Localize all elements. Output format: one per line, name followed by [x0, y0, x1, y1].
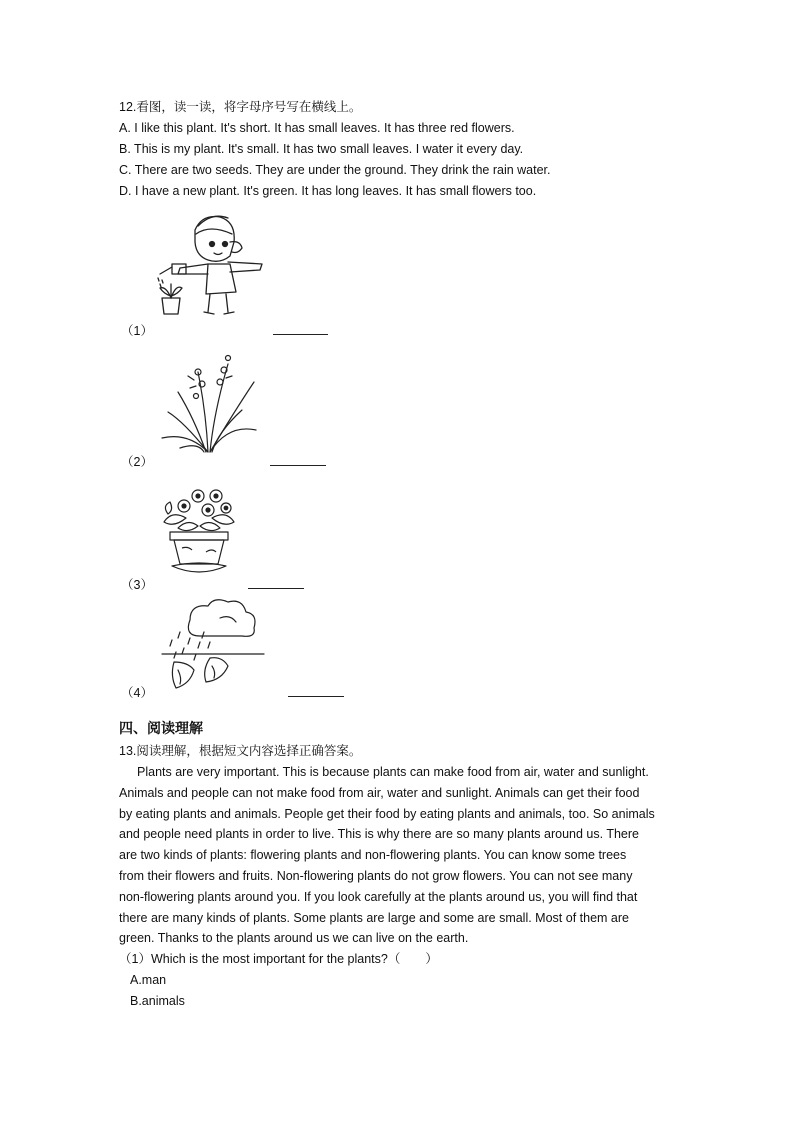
passage-line: from their flowers and fruits. Non-flowering plants do not grow flowers. You can not see many	[119, 868, 633, 883]
passage-line: are two kinds of plants: flowering plants and non-flowering plants. You can know some trees	[119, 848, 627, 863]
item-1-label: （1）	[121, 324, 153, 338]
section-title: 四、阅读理解	[119, 720, 203, 736]
q12-title: 12.看图，读一读，将字母序号写在横线上。	[119, 100, 362, 114]
girl-watering-plant-icon	[150, 212, 265, 320]
passage-line: green. Thanks to the plants around us we can live on the earth.	[119, 931, 469, 946]
rain-seeds-icon	[160, 596, 268, 694]
q12-option-a: A. I like this plant. It's short. It has small leaves. It has three red flowers.	[119, 121, 515, 135]
q12-option-b: B. This is my plant. It's small. It has two small leaves. I water it every day.	[119, 142, 524, 156]
tall-flowering-plant-icon	[158, 352, 260, 454]
q12-option-d: D. I have a new plant. It's green. It has long leaves. It has small flowers too.	[119, 184, 537, 198]
q12-option-c: C. There are two seeds. They are under the ground. They drink the rain water.	[119, 163, 551, 177]
q13-title: 13.阅读理解，根据短文内容选择正确答案。	[119, 744, 362, 758]
passage-line: Plants are very important. This is because plants can make food from air, water and sunlight.	[137, 765, 649, 779]
passage-line: by eating plants and animals. People get their food by eating plants and animals, too. So animals	[119, 806, 655, 821]
answer-blank-3[interactable]	[248, 588, 304, 589]
reading-passage	[119, 762, 679, 949]
answer-blank-1[interactable]	[273, 334, 328, 335]
passage-line: Animals and people can not make food from air, water and sunlight. Animals can get their food	[119, 785, 640, 800]
potted-flowers-icon	[158, 482, 240, 578]
q13-sub1-question: （1）Which is the most important for the plants?（ ）	[119, 952, 438, 966]
answer-blank-4[interactable]	[288, 696, 344, 697]
passage-line: and people need plants in order to live. This is why there are so many plants around us. There	[119, 827, 639, 842]
passage-line: there are many kinds of plants. Some plants are large and some are small. Most of them are	[119, 910, 629, 925]
item-4-label: （4）	[121, 686, 153, 700]
item-3-label: （3）	[121, 578, 153, 592]
passage-line: non-flowering plants around you. If you look carefully at the plants around us, you will find that	[119, 889, 638, 904]
item-2-label: （2）	[121, 455, 153, 469]
q13-sub1-option-b[interactable]: B.animals	[130, 994, 185, 1008]
answer-blank-2[interactable]	[270, 465, 326, 466]
q13-sub1-option-a[interactable]: A.man	[130, 973, 167, 987]
